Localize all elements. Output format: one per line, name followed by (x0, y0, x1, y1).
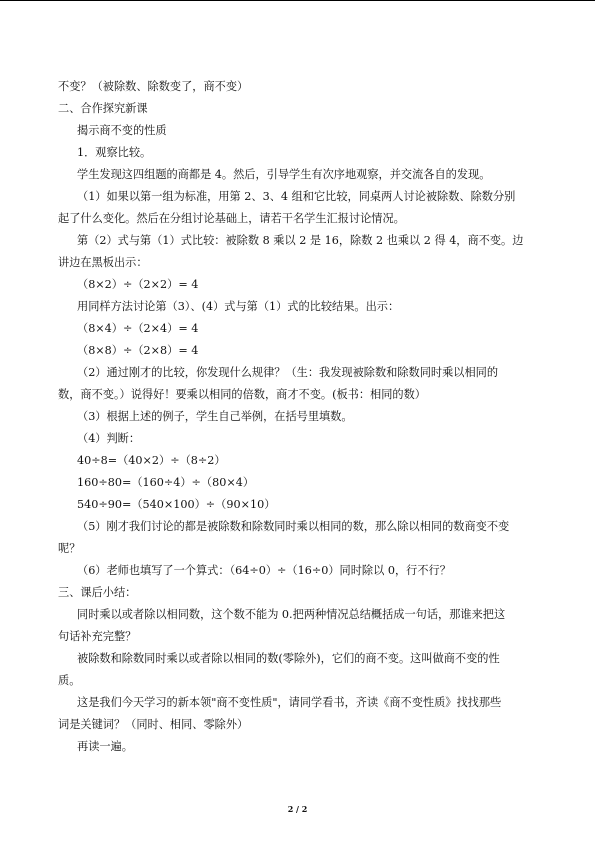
step-heading: 1．观察比较。 (77, 146, 152, 159)
text-line: 质。 (58, 674, 81, 687)
section-heading: 二、合作探究新课 (58, 102, 148, 115)
text-line: 数，商不变。）说得好！要乘以相同的倍数，商才不变。(板书：相同的数） (58, 388, 426, 401)
subheading: 揭示商不变的性质 (77, 124, 167, 137)
equation: （8×4）÷（2×4）= 4 (77, 322, 199, 335)
text-line: 再读一遍。 (77, 740, 133, 753)
text-line: 呢？ (58, 542, 81, 555)
text-line: 用同样方法讨论第（3）、(4）式与第（1）式的比较结果。出示： (77, 300, 400, 313)
text-line: 起了什么变化。然后在分组讨论基础上，请若干名学生汇报讨论情况。 (58, 212, 405, 225)
section-heading: 三、课后小结： (58, 586, 137, 599)
text-line: （5）刚才我们讨论的都是被除数和除数同时乘以相同的数，那么除以相同的数商变不变 (77, 520, 510, 533)
equation: （8×8）÷（2×8）= 4 (77, 344, 199, 357)
equation: 160÷80=（160÷4）÷（80×4） (77, 476, 255, 489)
text-line: 被除数和除数同时乘以或者除以相同的数(零除外)，它们的商不变。这叫做商不变的性 (77, 652, 500, 665)
text-line: 讲边在黑板出示： (58, 256, 148, 269)
text-line: （3）根据上述的例子，学生自己举例，在括号里填数。 (77, 410, 353, 423)
top-rule (0, 0, 595, 1)
text-line: 句话补充完整？ (58, 630, 137, 643)
text-line: 同时乘以或者除以相同数，这个数不能为 0.把两种情况总结概括成一句话，那谁来把这 (77, 608, 506, 621)
equation: （8×2）÷（2×2）= 4 (77, 278, 199, 291)
text-line: （1）如果以第一组为标准，用第 2、3、4 组和它比较，同桌两人讨论被除数、除数分别 (77, 190, 516, 203)
text-line: 这是我们今天学习的新本领"商不变性质"，请同学看书，齐读《商不变性质》找找那些 (77, 696, 502, 709)
page-number: 2 / 2 (287, 804, 308, 814)
text-line: 不变？（被除数、除数变了，商不变） (58, 80, 249, 93)
text-line: （4）判断： (77, 432, 141, 445)
text-line: （2）通过刚才的比较，你发现什么规律？（生：我发现被除数和除数同时乘以相同的 (77, 366, 499, 379)
equation: 40÷8=（40×2）÷（8÷2） (77, 454, 226, 467)
text-line: 词是关键词？（同时、相同、零除外） (58, 718, 249, 731)
text-line: （6）老师也填写了一个算式：（64÷0）÷（16÷0）同时除以 0，行不行？ (77, 564, 451, 577)
text-line: 第（2）式与第（1）式比较：被除数 8 乘以 2 是 16，除数 2 也乘以 2 得 4，商不变。边 (77, 234, 524, 247)
text-line: 学生发现这四组题的商都是 4。然后，引导学生有次序地观察，并交流各自的发现。 (77, 168, 491, 181)
equation: 540÷90=（540×100）÷（90×10） (77, 498, 276, 511)
